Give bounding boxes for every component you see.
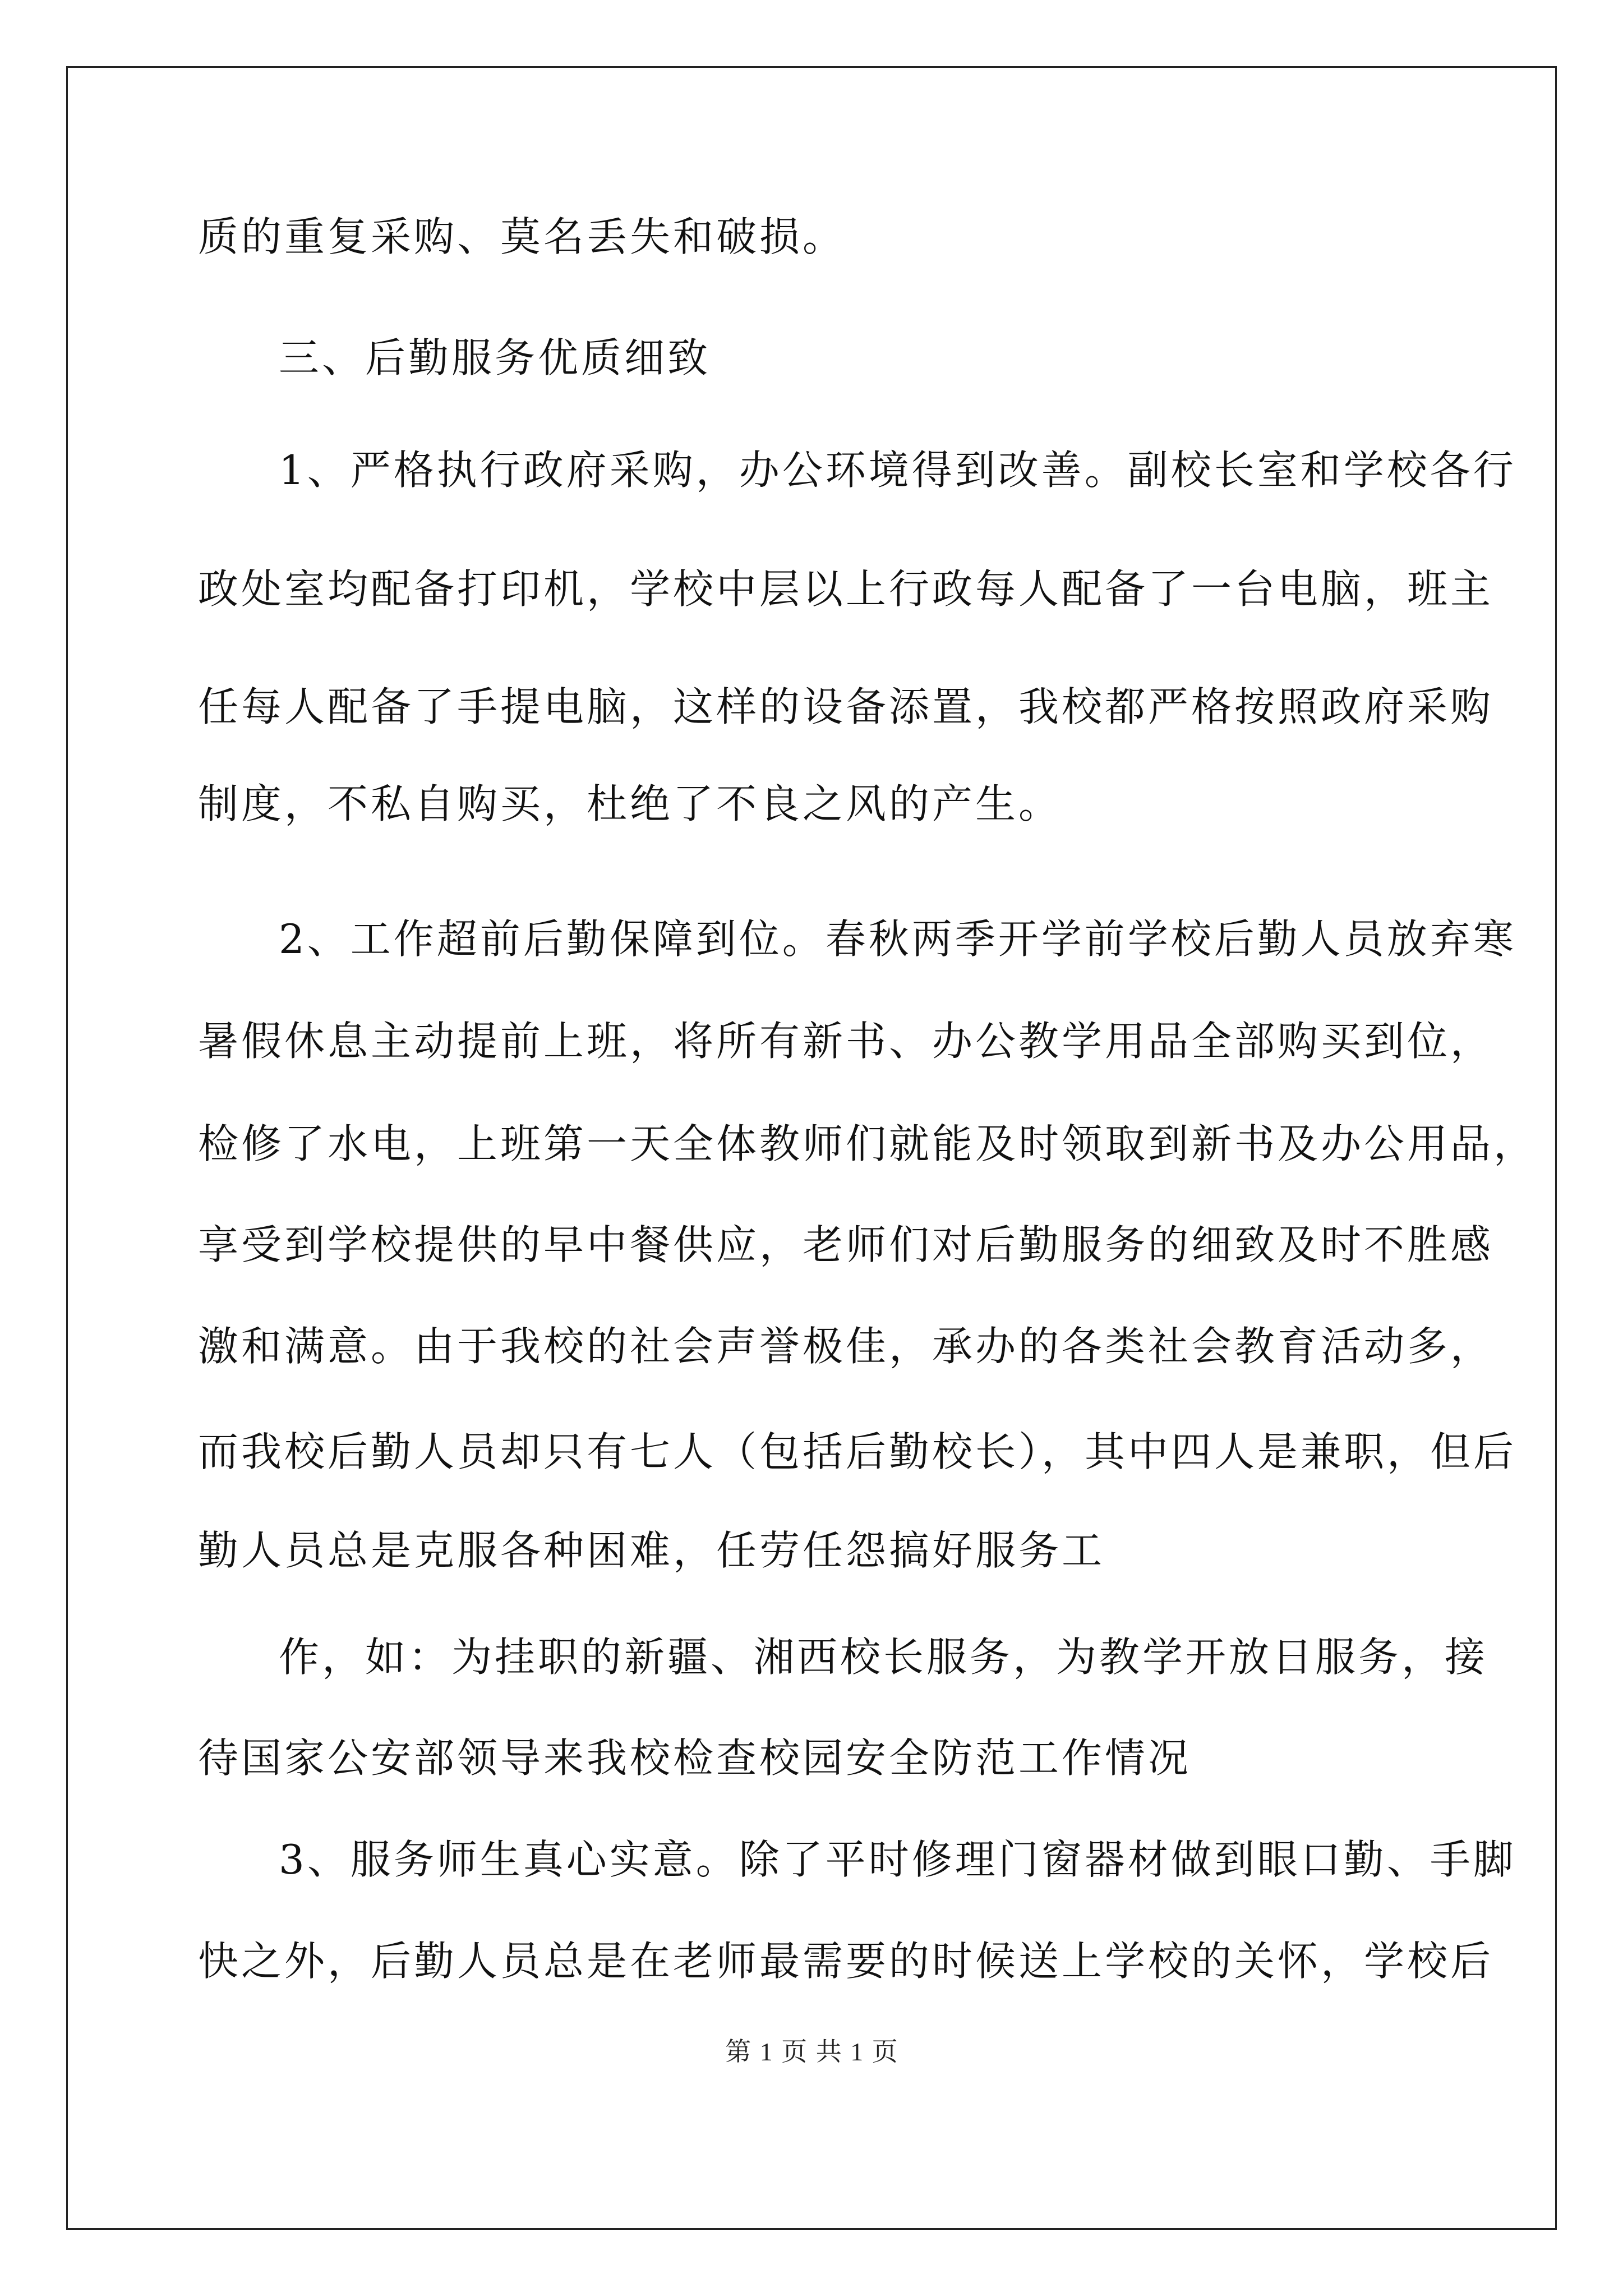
paragraph-line: 享受到学校提供的早中餐供应，老师们对后勤服务的细致及时不胜感	[198, 1221, 1494, 1268]
paragraph-line: 作，如：为挂职的新疆、湘西校长服务，为教学开放日服务，接	[279, 1634, 1488, 1681]
paragraph-line: 2、工作超前后勤保障到位。春秋两季开学前学校后勤人员放弃寒	[279, 915, 1516, 963]
paragraph-line: 检修了水电，上班第一天全体教师们就能及时领取到新书及办公用品，	[198, 1120, 1537, 1167]
page-number-footer: 第 1 页 共 1 页	[725, 2037, 898, 2066]
paragraph-line: 待国家公安部领导来我校检查校园安全防范工作情况	[198, 1734, 1192, 1782]
paragraph-line: 任每人配备了手提电脑，这样的设备添置，我校都严格按照政府采购	[198, 683, 1494, 730]
paragraph-line: 政处室均配备打印机，学校中层以上行政每人配备了一台电脑，班主	[198, 565, 1494, 613]
paragraph-line: 质的重复采购、莫名丢失和破损。	[198, 213, 846, 260]
paragraph-line: 激和满意。由于我校的社会声誉极佳，承办的各类社会教育活动多，	[198, 1323, 1494, 1370]
paragraph-line: 暑假休息主动提前上班，将所有新书、办公教学用品全部购买到位，	[198, 1018, 1494, 1065]
paragraph-line: 而我校后勤人员却只有七人（包括后勤校长），其中四人是兼职，但后	[198, 1428, 1517, 1475]
section-heading: 三、后勤服务优质细致	[279, 334, 711, 381]
paragraph-line: 制度，不私自购买，杜绝了不良之风的产生。	[198, 780, 1062, 827]
paragraph-line: 勤人员总是克服各种困难，任劳任怨搞好服务工	[198, 1527, 1105, 1574]
paragraph-line: 1、严格执行政府采购，办公环境得到改善。副校长室和学校各行	[279, 447, 1516, 494]
paragraph-line: 3、服务师生真心实意。除了平时修理门窗器材做到眼口勤、手脚	[279, 1836, 1516, 1883]
paragraph-line: 快之外，后勤人员总是在老师最需要的时候送上学校的关怀，学校后	[198, 1938, 1494, 1985]
